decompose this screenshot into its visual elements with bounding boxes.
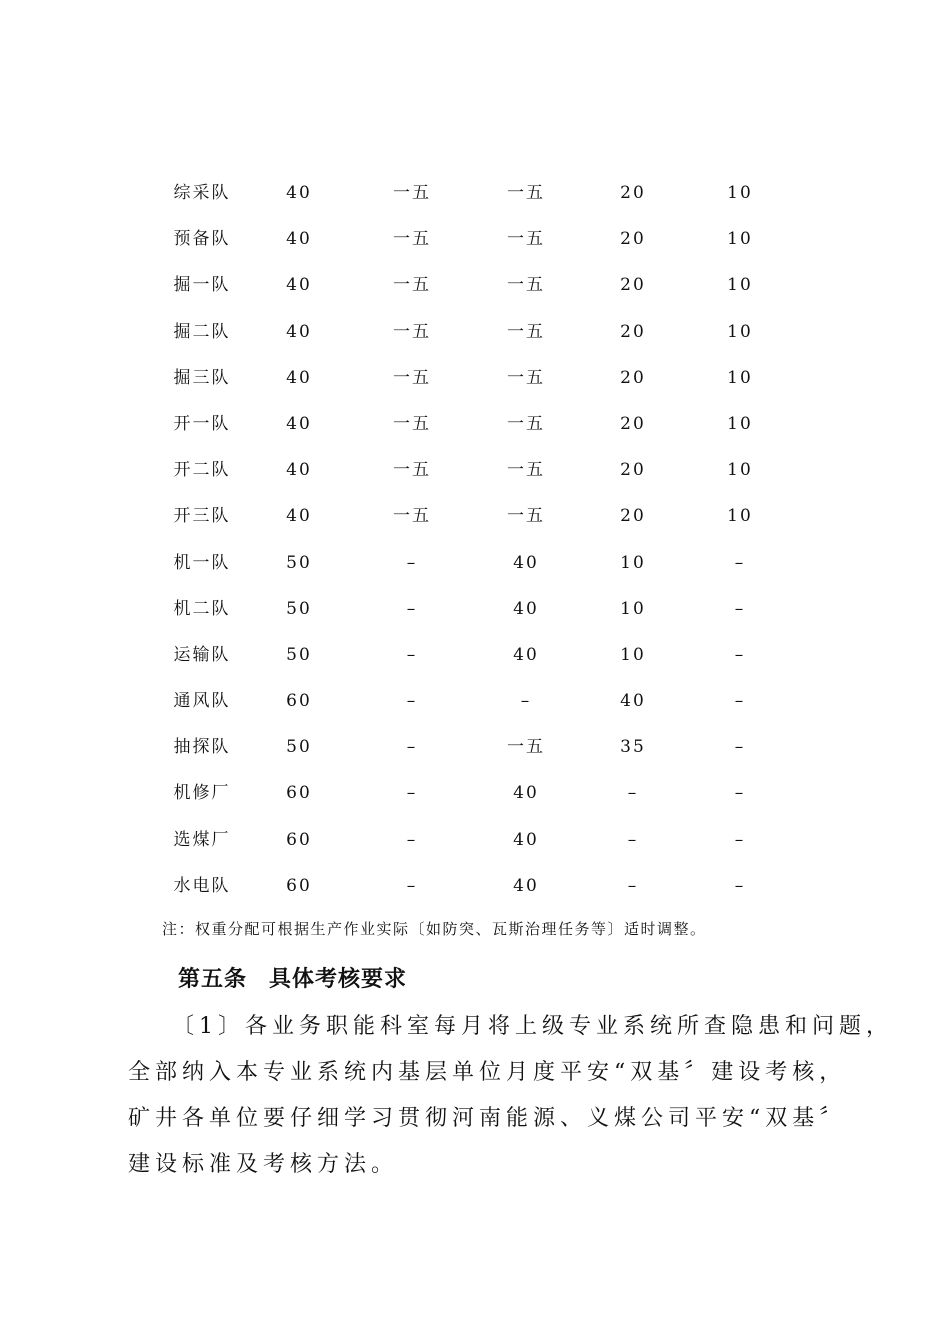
unit-name-cell: 水电队 [173,875,231,896]
weight-cell: – [406,737,418,758]
table-row [0,632,950,678]
section-heading [178,962,407,993]
weight-cell: 20 [620,460,646,481]
weight-cell: 10 [727,506,753,527]
weight-cell: 10 [620,598,646,619]
weight-cell: 一五 [507,506,545,527]
unit-name-cell: 开一队 [173,413,231,434]
weight-cell: 一五 [393,183,431,203]
unit-name-cell: 运输队 [173,644,231,665]
weight-cell: 10 [727,460,753,481]
weight-cell: 40 [513,644,539,665]
paragraph-line: 建设标准及考核方法。 [128,1152,399,1177]
weight-cell: – [520,691,532,712]
weight-cell: 10 [727,367,753,388]
weight-cell: 40 [513,598,539,619]
unit-name-cell: 机一队 [173,552,231,573]
section-number: 第五条 [178,967,248,992]
weight-cell: 40 [513,552,539,573]
weight-cell: 35 [620,737,646,758]
weight-cell: – [734,644,746,665]
weight-cell: 40 [286,460,312,481]
weight-cell: 一五 [393,229,431,250]
table-row [0,309,950,355]
weight-cell: 10 [727,229,753,250]
weight-cell: 60 [286,783,312,804]
weight-cell: 60 [286,829,312,850]
weight-cell: 40 [286,321,312,342]
table-row [0,355,950,401]
weight-cell: – [734,875,746,896]
weight-cell: – [406,644,418,665]
weight-cell: 一五 [393,275,431,296]
weight-cell: 60 [286,875,312,896]
weight-cell: 50 [286,737,312,758]
weight-cell: – [734,691,746,712]
weight-cell: 40 [620,691,646,712]
weight-cell: 40 [286,367,312,388]
unit-name-cell: 预备队 [173,229,231,250]
table-note: 注：权重分配可根据生产作业实际〔如防突、瓦斯治理任务等〕适时调整。 [162,920,707,938]
weight-cell: – [734,783,746,804]
weight-cell: 一五 [393,367,431,388]
weight-cell: 一五 [507,460,545,481]
weight-cell: 40 [513,783,539,804]
weight-cell: – [406,829,418,850]
weight-cell: 40 [513,829,539,850]
unit-name-cell: 机修厂 [173,783,231,804]
unit-name-cell: 掘一队 [173,275,231,296]
weight-cell: – [406,875,418,896]
table-row [0,586,950,632]
weight-cell: 一五 [393,460,431,481]
paragraph-line: 矿井各单位要仔细学习贯彻河南能源、义煤公司平安“双基〞 [128,1106,847,1131]
unit-name-cell: 掘二队 [173,321,231,342]
weight-cell: – [627,829,639,850]
weight-cell: 10 [620,644,646,665]
weight-cell: 20 [620,321,646,342]
table-row [0,216,950,262]
weight-cell: 40 [286,413,312,434]
weight-cell: 40 [286,183,312,203]
weight-cell: 20 [620,506,646,527]
table-row [0,447,950,493]
weight-cell: 一五 [507,367,545,388]
weight-cell: 40 [286,275,312,296]
unit-name-cell: 掘三队 [173,367,231,388]
table-row [0,817,950,863]
table-row [0,770,950,816]
weight-cell: 一五 [507,275,545,296]
weight-cell: 一五 [507,229,545,250]
weight-cell: 60 [286,691,312,712]
unit-name-cell: 通风队 [173,691,231,712]
paragraph-line: 〔1〕各业务职能科室每月将上级专业系统所查隐患和问题， [172,1014,893,1039]
weight-cell: 40 [286,506,312,527]
table-row [0,678,950,724]
section-title: 具体考核要求 [269,967,408,992]
weight-cell: 一五 [393,413,431,434]
table-row [0,170,950,216]
weight-cell: 10 [727,275,753,296]
weight-cell: – [734,598,746,619]
weight-cell: – [734,552,746,573]
weight-cell: 40 [513,875,539,896]
weight-cell: 40 [286,229,312,250]
weight-cell: 10 [620,552,646,573]
table-row [0,863,950,909]
table-row [0,262,950,308]
weight-cell: 一五 [393,506,431,527]
table-row [0,540,950,586]
unit-name-cell: 开三队 [173,506,231,527]
weight-cell: – [627,783,639,804]
weight-cell: 一五 [393,321,431,342]
unit-name-cell: 选煤厂 [173,829,231,850]
weight-cell: 20 [620,229,646,250]
weight-cell: 10 [727,321,753,342]
weight-cell: 一五 [507,413,545,434]
paragraph-line: 全部纳入本专业系统内基层单位月度平安“双基〞建设考核， [128,1060,847,1085]
weight-cell: – [406,552,418,573]
unit-name-cell: 开二队 [173,460,231,481]
weight-cell: 20 [620,183,646,203]
weight-cell: – [406,783,418,804]
unit-name-cell: 综采队 [173,183,231,203]
weight-cell: 10 [727,413,753,434]
weight-cell: 10 [727,183,753,203]
weight-cell: 50 [286,644,312,665]
weight-cell: 50 [286,552,312,573]
table-row [0,724,950,770]
weight-cell: 20 [620,413,646,434]
weight-cell: – [734,829,746,850]
weight-cell: – [627,875,639,896]
weight-table [0,170,950,909]
weight-cell: – [734,737,746,758]
weight-cell: 20 [620,367,646,388]
weight-cell: 一五 [507,321,545,342]
table-row [0,401,950,447]
weight-cell: 20 [620,275,646,296]
weight-cell: 一五 [507,183,545,203]
unit-name-cell: 机二队 [173,598,231,619]
weight-cell: 50 [286,598,312,619]
unit-name-cell: 抽探队 [173,737,231,758]
weight-cell: 一五 [507,737,545,758]
weight-cell: – [406,598,418,619]
weight-cell: – [406,691,418,712]
table-row [0,493,950,539]
